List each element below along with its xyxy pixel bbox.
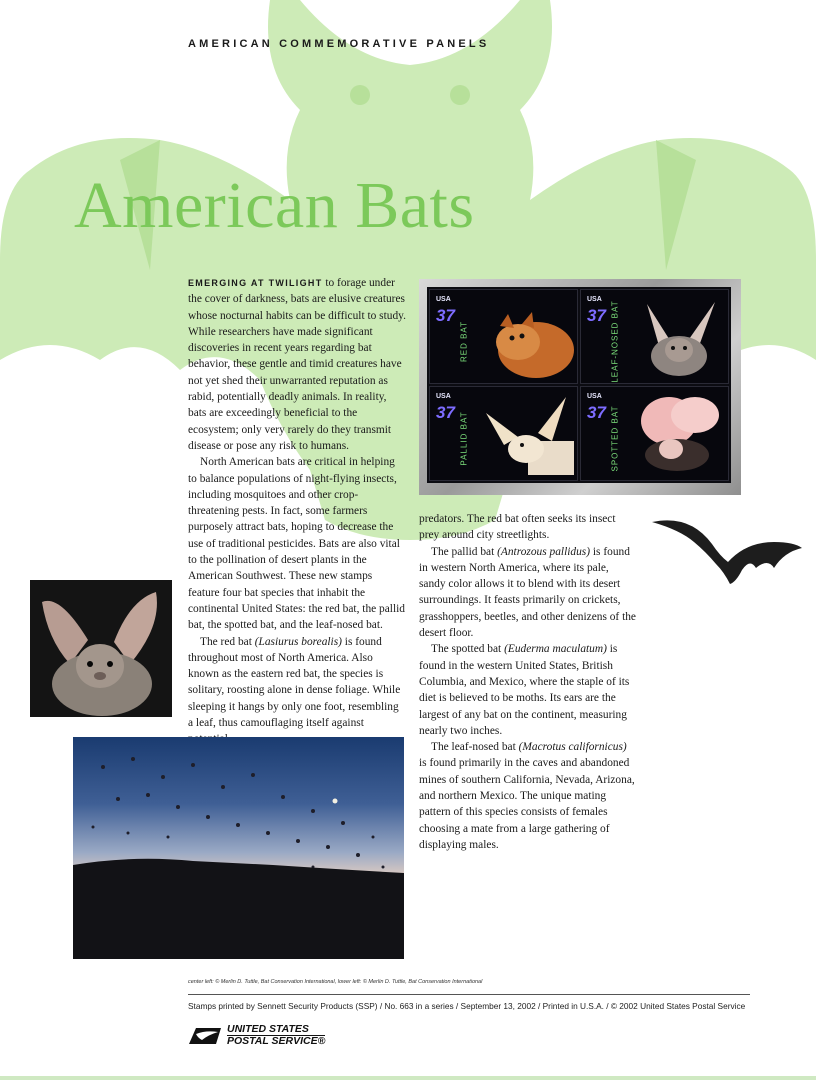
eagle-logo-icon bbox=[188, 1026, 222, 1046]
stamp-denomination: 37 bbox=[587, 403, 606, 422]
stamp-sheet bbox=[419, 279, 741, 495]
paragraph-north-american: North American bats are critical in helping to balance populations of night-flying insects, including mosquitoes and other crop-threatening pests. In fact, some farmers purposely attract bats, hoping to decrease the use of traditional pesticides. Bats are also vital to the pollination of desert plants in the American Southwest. These new stamps feature four bat species that inhabit the continental United States: the red bat, the pallid bat, the spotted bat, and the leaf-nosed bat. bbox=[188, 456, 405, 632]
footer-imprint: Stamps printed by Sennett Security Products (SSP) / No. 663 in a series / September 13, 2002 / Printed in U.S.A. / © 2002 United States Postal Service bbox=[188, 1001, 746, 1011]
page-title: American Bats bbox=[74, 169, 475, 242]
spotted-text-a: The spotted bat bbox=[431, 643, 505, 656]
stamp-usa-label: USA bbox=[587, 393, 602, 400]
leaf-nosed-bat-image bbox=[629, 296, 725, 380]
stamp-usa-label: USA bbox=[436, 296, 451, 303]
red-bat-text-a: The red bat bbox=[200, 635, 255, 648]
stamp-name: SPOTTED BAT bbox=[610, 405, 620, 471]
leafnosed-latin: (Macrotus californicus) bbox=[518, 741, 627, 754]
flying-bat-silhouette bbox=[650, 512, 806, 586]
stamp-block bbox=[427, 287, 731, 483]
paragraph-spotted-bat bbox=[419, 641, 637, 739]
stamp-denomination: 37 bbox=[436, 306, 455, 325]
usps-line2: POSTAL SERVICE® bbox=[227, 1035, 326, 1047]
pallid-latin: (Antrozous pallidus) bbox=[497, 545, 591, 558]
body-column-right bbox=[419, 511, 637, 853]
pallid-text-b: is found in western North America, where its pale, sandy color allows it to blend with its desert surroundings. It feasts primarily on crickets, grasshoppers, beetles, and other denizens of the desert floor. bbox=[419, 545, 636, 640]
paragraph-intro: to forage under the cover of darkness, bats are elusive creatures whose nocturnal habits can be difficult to study. While researchers have made significant discoveries in recent years regarding bat behavior, these gentle and timid creatures have not yet shed their unwarranted reputation as rabid, potentially deadly animals. In reality, bats are exceedingly beneficial to the ecosystem; only very rarely do they transmit disease or pose any risk to humans. bbox=[188, 277, 406, 452]
leafnosed-text-b: is found primarily in the caves and abandoned mines of southern California, Nevada, Arizona, and northern Mexico. The unique mating pattern of this species consists of females choosing a mate from a large gathering of displaying males. bbox=[419, 757, 635, 851]
stamp-pallid-bat bbox=[429, 386, 578, 481]
stamp-name: LEAF-NOSED BAT bbox=[610, 299, 620, 383]
lead-in: EMERGING AT TWILIGHT bbox=[188, 278, 323, 288]
red-bat-text-b: is found throughout most of North America. Also known as the eastern red bat, the species is solitary, roosting alone in dense foliage. While sleeping it hangs by only one foot, resembling a leaf, thus camouflaging itself against bbox=[188, 635, 401, 730]
stamp-red-bat bbox=[429, 289, 578, 384]
red-bat-image bbox=[478, 300, 574, 380]
spotted-bat-image bbox=[629, 391, 725, 477]
pallid-bat-image bbox=[478, 393, 574, 477]
stamp-leaf-nosed-bat bbox=[580, 289, 729, 384]
leafnosed-text-a: The leaf-nosed bat bbox=[431, 741, 519, 754]
spotted-latin: (Euderma maculatum) bbox=[504, 643, 607, 656]
panel-series-header: AMERICAN COMMEMORATIVE PANELS bbox=[188, 38, 490, 50]
stamp-denomination: 37 bbox=[436, 403, 455, 422]
bat-swarm-image bbox=[73, 737, 404, 959]
stamp-name: RED BAT bbox=[459, 320, 469, 362]
paragraph-pallid-bat bbox=[419, 544, 637, 642]
usps-line1: UNITED STATES bbox=[227, 1024, 325, 1036]
photo-credit: center left: © Merlin D. Tuttle, Bat Conservation International, lower left: © Merlin D. Tuttle, Bat Conservation International bbox=[188, 979, 483, 985]
stamp-usa-label: USA bbox=[436, 393, 451, 400]
bat-closeup-photo bbox=[30, 580, 172, 717]
paragraph-leaf-nosed-bat bbox=[419, 739, 637, 853]
page-bottom-edge bbox=[0, 1076, 816, 1080]
body-column-left bbox=[188, 275, 406, 748]
stamp-name: PALLID BAT bbox=[459, 410, 469, 466]
pallid-text-a: The pallid bat bbox=[431, 545, 498, 558]
usps-logo bbox=[188, 1024, 325, 1047]
stamp-usa-label: USA bbox=[587, 296, 602, 303]
bat-closeup-image bbox=[30, 580, 172, 717]
spotted-text-b: is found in the western United States, British Columbia, and Mexico, where the staple of its diet is believed to be moths. Its ears are the largest of any bat on the continent, measuring nearly two inches. bbox=[419, 643, 630, 737]
stamp-denomination: 37 bbox=[587, 306, 606, 325]
paragraph-red-bat-cont: predators. The red bat often seeks its insect prey around city streetlights. bbox=[419, 513, 616, 542]
bat-swarm-photo bbox=[73, 737, 404, 959]
stamp-spotted-bat bbox=[580, 386, 729, 481]
red-bat-latin: (Lasiurus borealis) bbox=[254, 635, 342, 648]
paragraph-red-bat bbox=[188, 634, 406, 748]
footer-divider bbox=[188, 994, 750, 995]
